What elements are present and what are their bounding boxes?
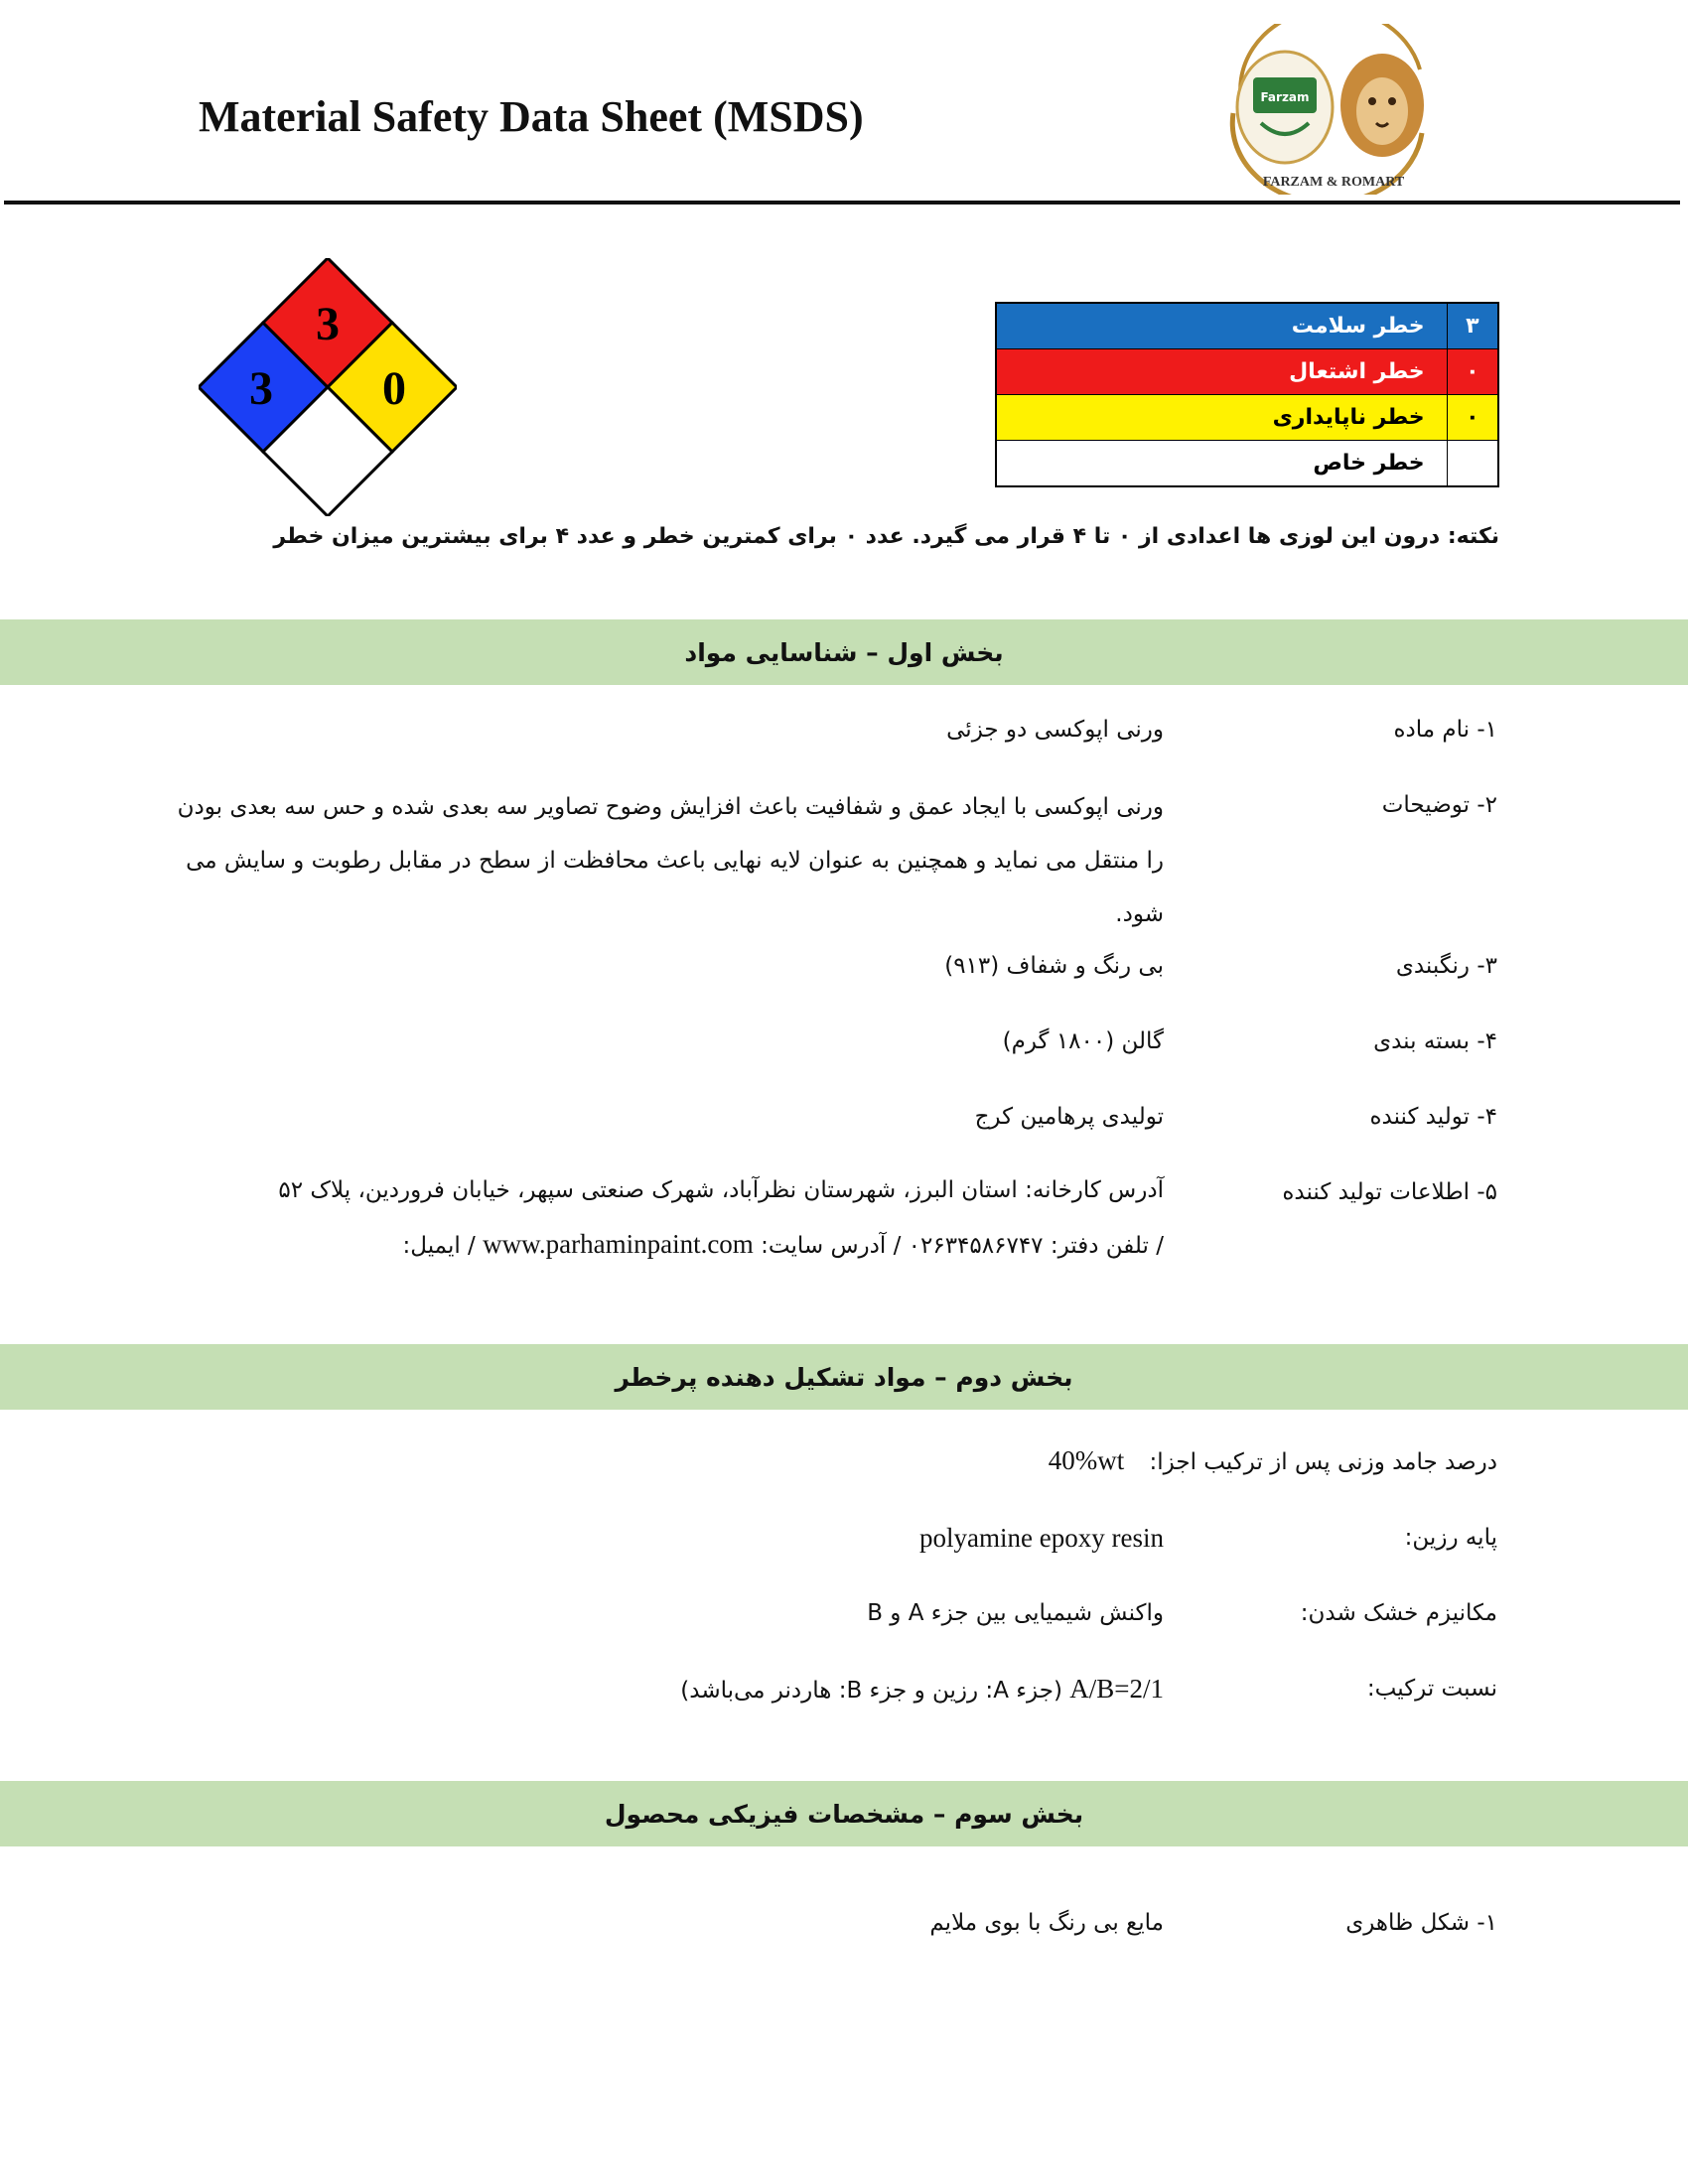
field-label-appearance: ۱- شکل ظاهری — [1345, 1910, 1497, 1936]
solid-content-value: 40%wt — [1048, 1445, 1125, 1475]
section-3-title: بخش سوم – مشخصات فیزیکی محصول — [604, 1799, 1084, 1829]
mix-ratio-note: (جزء A: رزین و جزء B: هاردنر می‌باشد) — [680, 1678, 1062, 1704]
logo-badge-text: Farzam — [1260, 90, 1310, 104]
hazard-row-instability — [996, 395, 1498, 441]
logo-caption: FARZAM & ROMART — [1262, 175, 1405, 190]
diamond-flammability-value: 3 — [316, 298, 340, 350]
hazard-value: ۰ — [1447, 395, 1498, 441]
field-value-resin-base: polyamine epoxy resin — [919, 1523, 1164, 1553]
section-2-title: بخش دوم – مواد تشکیل دهنده پرخطر — [615, 1362, 1073, 1392]
diamond-health-value: 3 — [249, 362, 273, 415]
field-value-name: ورنی اپوکسی دو جزئی — [946, 717, 1164, 743]
hazard-value: ۳ — [1447, 303, 1498, 349]
field-label-manufacturer-info: ۵- اطلاعات تولید کننده — [1282, 1179, 1497, 1205]
office-phone: / تلفن دفتر: ۰۲۶۳۴۵۸۶۷۴۷ — [908, 1233, 1164, 1259]
field-label-description: ۲- توضیحات — [1381, 792, 1497, 818]
section-2-header — [0, 1344, 1688, 1410]
hazard-label: خطر ناپایداری — [996, 395, 1447, 441]
company-logo — [1203, 24, 1464, 195]
mix-ratio: A/B=2/1 — [1069, 1674, 1164, 1704]
field-value-curing: واکنش شیمیایی بین جزء A و B — [867, 1600, 1164, 1626]
field-label-curing: مکانیزم خشک شدن: — [1300, 1600, 1497, 1626]
solid-content-label: درصد جامد وزنی پس از ترکیب اجزا: — [1149, 1449, 1497, 1475]
field-label-name: ۱- نام ماده — [1393, 717, 1497, 743]
website-link[interactable]: www.parhaminpaint.com — [483, 1229, 754, 1259]
section-1-title: بخش اول – شناسایی مواد — [684, 637, 1004, 667]
solid-content-line — [1049, 1445, 1497, 1476]
hazard-row-health — [996, 303, 1498, 349]
field-value-manufacturer-info — [171, 1163, 1164, 1273]
field-label-color: ۳- رنگبندی — [1395, 953, 1497, 979]
hazard-note: نکته: درون این لوزی ها اعدادی از ۰ تا ۴ قرار می گیرد. عدد ۰ برای کمترین خطر و عدد ۴ برای بیشترین میزان خطر — [273, 524, 1499, 549]
hazard-label: خطر خاص — [996, 441, 1447, 487]
field-value-color: بی رنگ و شفاف (۹۱۳) — [944, 953, 1164, 979]
field-value-description: ورنی اپوکسی با ایجاد عمق و شفافیت باعث افزایش وضوح تصاویر سه بعدی شده و حس سه بعدی بودن را منتقل می نماید و همچنین به عنوان لایه نهایی باعث محافظت از سطح در مقابل رطوبت و سایش می شود. — [177, 794, 1164, 927]
field-value-packaging: گالن (۱۸۰۰ گرم) — [1002, 1028, 1164, 1054]
nfpa-diamond — [199, 258, 457, 516]
site-label: / آدرس سایت: — [761, 1233, 902, 1259]
diamond-instability-value: 0 — [382, 362, 406, 415]
header-rule — [4, 201, 1680, 205]
hazard-value — [1447, 441, 1498, 487]
document-title: Material Safety Data Sheet (MSDS) — [199, 92, 864, 141]
field-value-manufacturer: تولیدی پرهامین کرج — [974, 1104, 1164, 1130]
hazard-rating-table — [995, 302, 1499, 487]
factory-address: آدرس کارخانه: استان البرز، شهرستان نظرآباد، شهرک صنعتی سپهر، خیابان فروردین، پلاک ۵۲ — [278, 1177, 1164, 1203]
field-label-packaging: ۴- بسته بندی — [1373, 1028, 1497, 1054]
field-label-manufacturer: ۴- تولید کننده — [1369, 1104, 1497, 1130]
field-value-appearance: مایع بی رنگ با بوی ملایم — [929, 1910, 1164, 1936]
hazard-label: خطر اشتعال — [996, 349, 1447, 395]
hazard-row-special — [996, 441, 1498, 487]
hazard-row-flammability — [996, 349, 1498, 395]
field-label-mix-ratio: نسبت ترکیب: — [1366, 1676, 1497, 1702]
hazard-label: خطر سلامت — [996, 303, 1447, 349]
section-3-header — [0, 1781, 1688, 1846]
field-label-resin-base: پایه رزین: — [1404, 1525, 1497, 1551]
field-value-mix-ratio — [171, 1662, 1164, 1717]
email-label: / ایمیل: — [402, 1233, 476, 1259]
hazard-value: ۰ — [1447, 349, 1498, 395]
section-1-header — [0, 619, 1688, 685]
contact-line — [171, 1217, 1164, 1273]
